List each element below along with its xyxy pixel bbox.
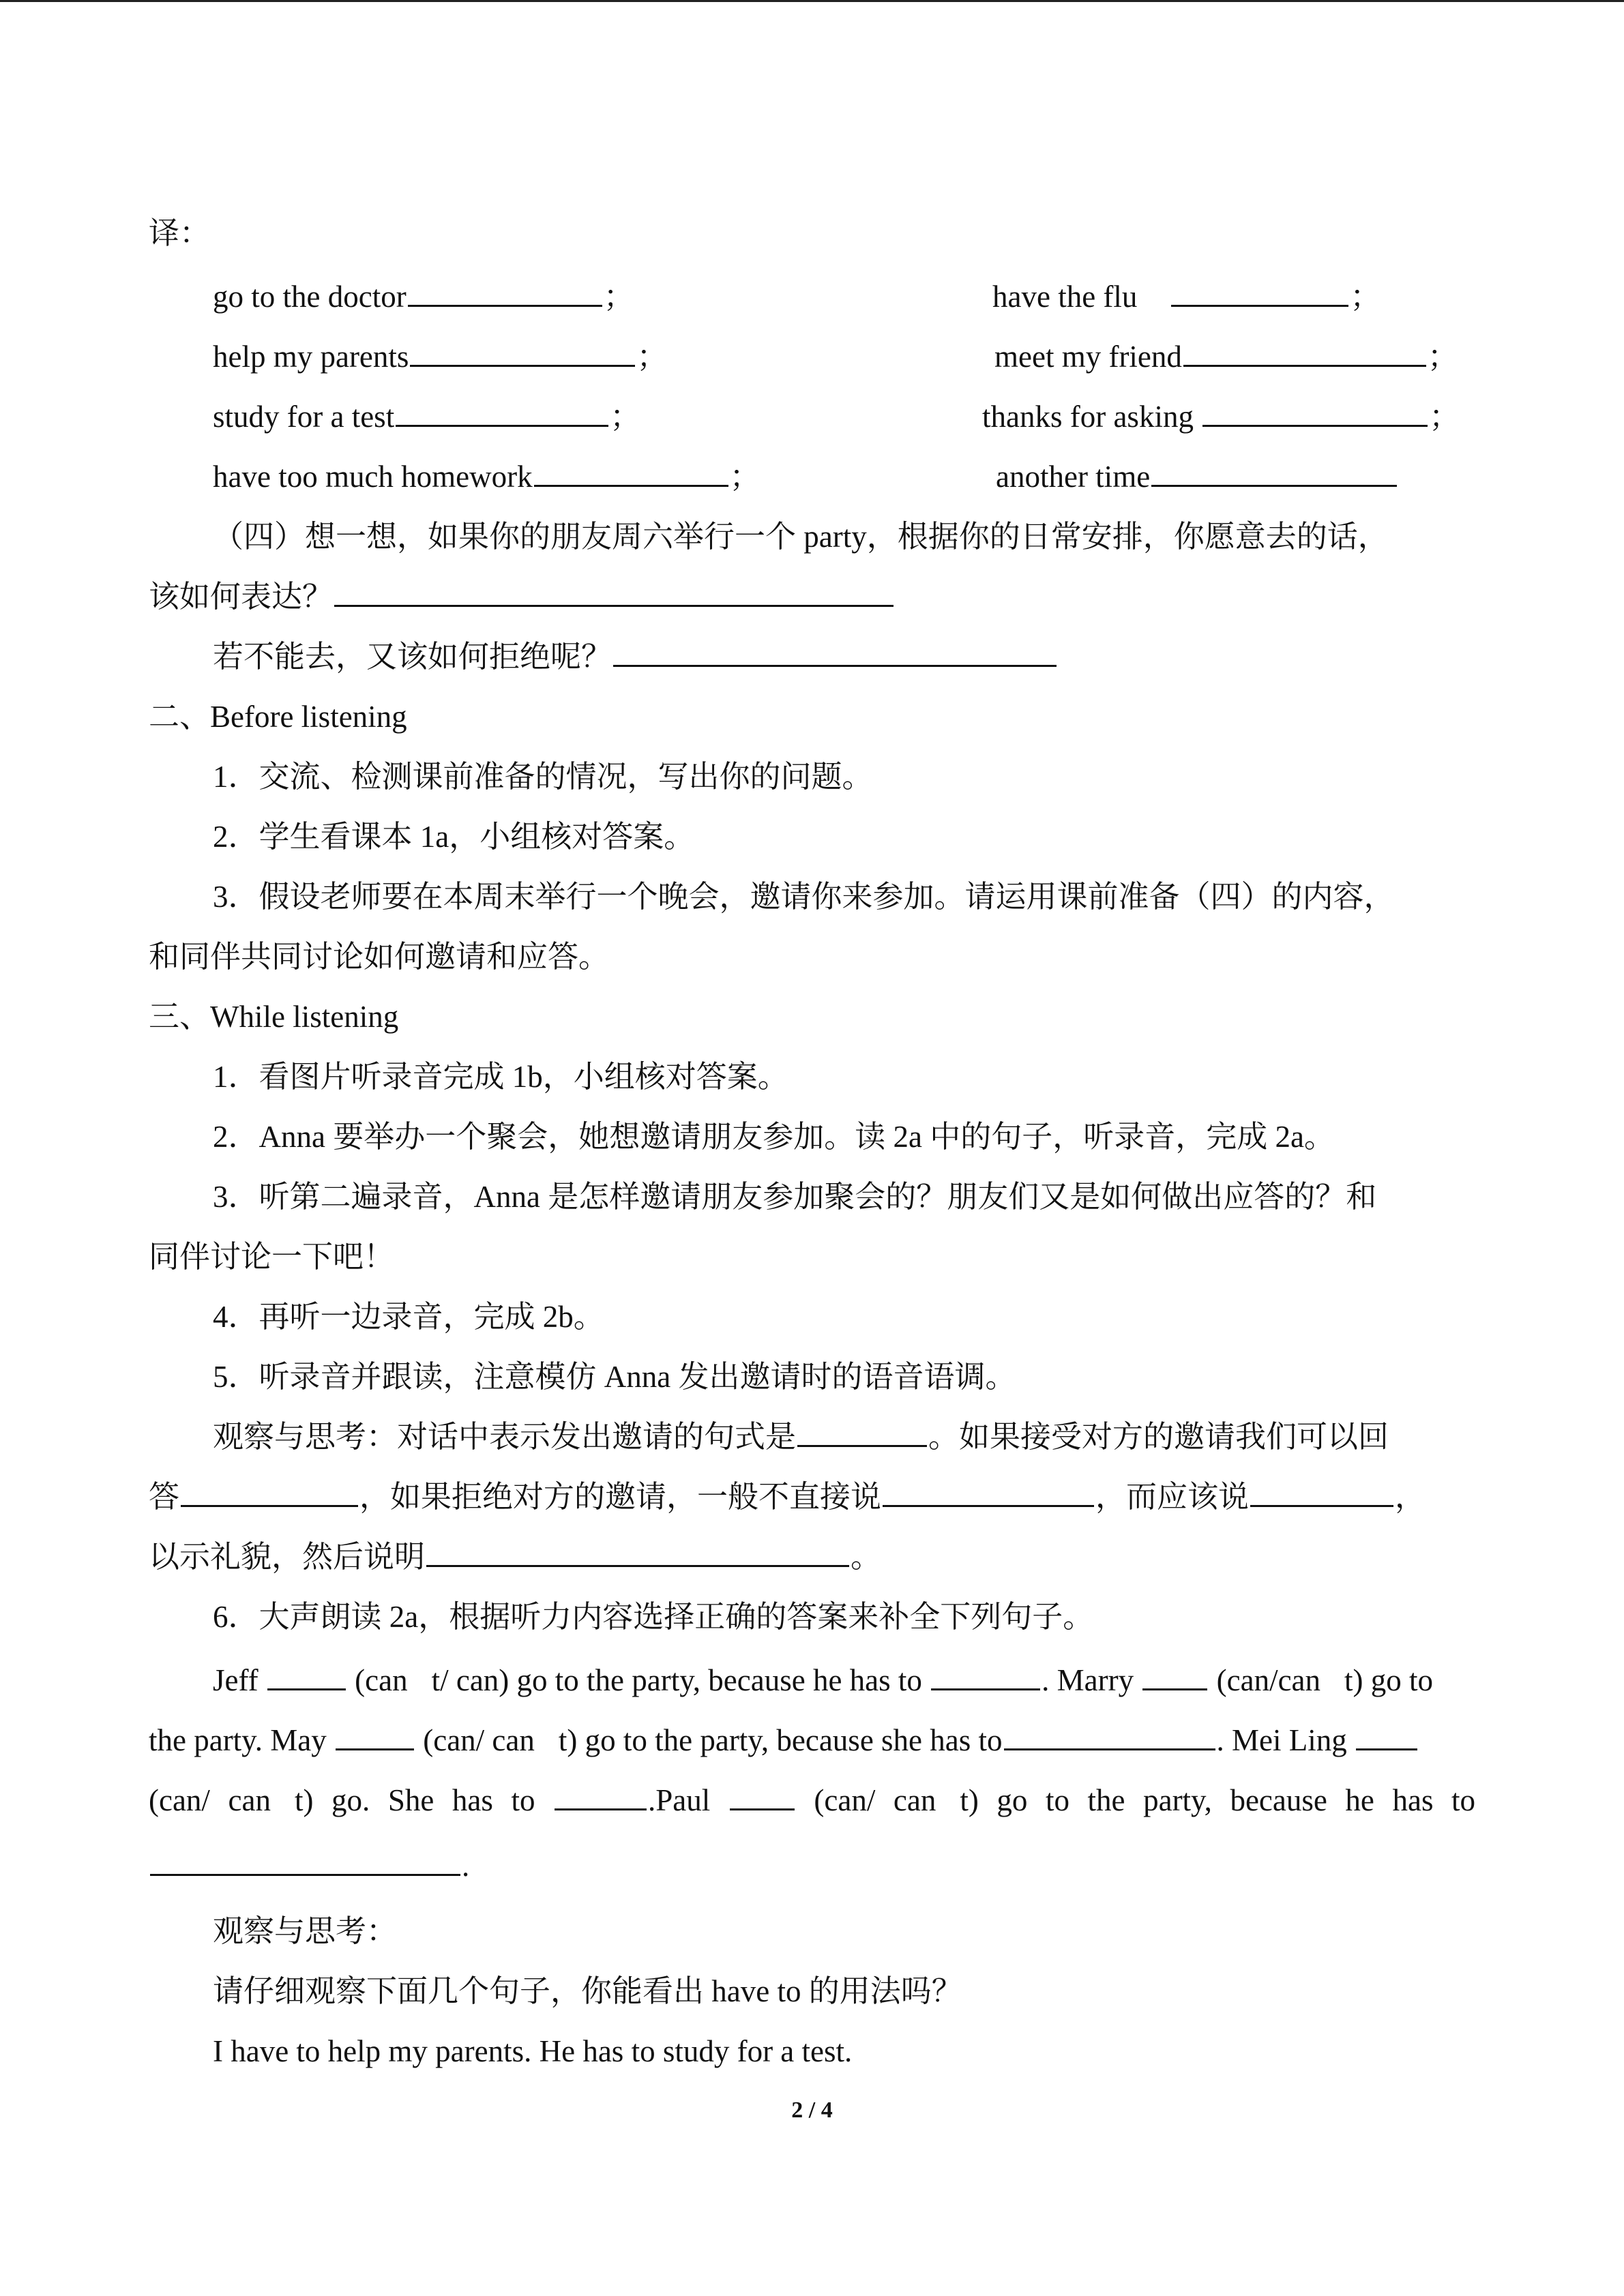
example-sentence: I have to help my parents. He has to study for a test. bbox=[213, 2034, 853, 2068]
answer-blank[interactable] bbox=[336, 1721, 414, 1750]
answer-blank[interactable] bbox=[931, 1661, 1040, 1690]
answer-blank[interactable] bbox=[1142, 1661, 1207, 1690]
answer-blank[interactable] bbox=[1250, 1478, 1393, 1507]
answer-blank[interactable] bbox=[534, 458, 728, 487]
vocab-item: another time bbox=[996, 458, 1398, 496]
list-item: 3．听第二遍录音，Anna 是怎样邀请朋友参加聚会的？朋友们又是如何做出应答的？和 bbox=[213, 1180, 1377, 1214]
answer-blank[interactable] bbox=[1171, 278, 1348, 307]
answer-blank[interactable] bbox=[426, 1538, 849, 1567]
answer-blank[interactable] bbox=[1151, 458, 1397, 487]
list-item: 同伴讨论一下吧！ bbox=[149, 1240, 395, 1274]
fill-line: Jeff (can t/ can) go to the party, because he has to . Marry (can/can t) go to bbox=[213, 1661, 1433, 1699]
part4-line: （四）想一想，如果你的朋友周六举行一个 party，根据你的日常安排，你愿意去的话， bbox=[213, 520, 1389, 554]
answer-blank[interactable] bbox=[410, 338, 635, 367]
answer-blank[interactable] bbox=[1004, 1721, 1215, 1750]
answer-blank[interactable] bbox=[1183, 338, 1426, 367]
top-border bbox=[0, 0, 1624, 2]
vocab-item: study for a test ； bbox=[213, 398, 640, 436]
answer-blank[interactable] bbox=[883, 1478, 1094, 1507]
list-item: 4．再听一边录音，完成 2b。 bbox=[213, 1300, 604, 1334]
vocab-item: help my parents ； bbox=[213, 338, 667, 376]
answer-blank[interactable] bbox=[396, 398, 608, 427]
answer-blank[interactable] bbox=[181, 1478, 358, 1507]
answer-blank[interactable] bbox=[408, 278, 602, 307]
list-item: 1．看图片听录音完成 1b，小组核对答案。 bbox=[213, 1060, 788, 1094]
list-item: 2．学生看课本 1a，小组核对答案。 bbox=[213, 820, 695, 854]
fill-line: . bbox=[149, 1847, 469, 1885]
answer-blank[interactable] bbox=[1202, 398, 1428, 427]
list-item: 1．交流、检测课前准备的情况，写出你的问题。 bbox=[213, 760, 873, 794]
fill-line: (can/ can t) go. She has to .Paul (can/ can t) go to the party, because he has to bbox=[149, 1781, 1475, 1819]
vocab-item: have the flu ； bbox=[992, 278, 1381, 316]
translate-heading: 译： bbox=[149, 216, 211, 250]
list-item: 6．大声朗读 2a，根据听力内容选择正确的答案来补全下列句子。 bbox=[213, 1600, 1094, 1634]
answer-blank[interactable] bbox=[797, 1418, 927, 1447]
answer-blank[interactable] bbox=[555, 1781, 647, 1810]
vocab-item: have too much homework ； bbox=[213, 458, 761, 496]
list-item: 3．假设老师要在本周末举行一个晚会，邀请你来参加。请运用课前准备（四）的内容， bbox=[213, 880, 1395, 914]
answer-blank[interactable] bbox=[1356, 1721, 1417, 1750]
fill-line: the party. May (can/ can t) go to the party, because she has to . Mei Ling bbox=[149, 1721, 1419, 1759]
vocab-item: meet my friend ； bbox=[994, 338, 1458, 376]
answer-blank[interactable] bbox=[334, 578, 894, 607]
list-item: 2．Anna 要举办一个聚会，她想邀请朋友参加。读 2a 中的句子，听录音，完成 2a。 bbox=[213, 1120, 1335, 1154]
answer-blank[interactable] bbox=[613, 638, 1057, 667]
list-item: 5．听录音并跟读，注意模仿 Anna 发出邀请时的语音语调。 bbox=[213, 1360, 1016, 1394]
answer-blank[interactable] bbox=[267, 1661, 346, 1690]
observe-line: 答 ，如果拒绝对方的邀请，一般不直接说 ，而应该说 ， bbox=[149, 1478, 1426, 1516]
observe-line: 以示礼貌，然后说明 。 bbox=[149, 1538, 881, 1576]
section-heading: 二、Before listening bbox=[149, 700, 407, 734]
answer-blank[interactable] bbox=[730, 1781, 795, 1810]
page-number: 2 / 4 bbox=[791, 2098, 833, 2123]
list-item: 和同伴共同讨论如何邀请和应答。 bbox=[149, 940, 610, 974]
part4-line: 若不能去，又该如何拒绝呢？ bbox=[213, 638, 1058, 676]
observe-heading: 观察与思考： bbox=[213, 1914, 398, 1948]
section-heading: 三、While listening bbox=[149, 1000, 399, 1034]
part4-line: 该如何表达？ bbox=[149, 578, 895, 616]
vocab-item: thanks for asking ； bbox=[982, 398, 1460, 436]
vocab-item: go to the doctor ； bbox=[213, 278, 634, 316]
answer-blank[interactable] bbox=[150, 1847, 460, 1876]
observe-line: 观察与思考：对话中表示发出邀请的句式是 。如果接受对方的邀请我们可以回 bbox=[213, 1418, 1389, 1456]
observe-question: 请仔细观察下面几个句子，你能看出 have to 的用法吗？ bbox=[213, 1974, 962, 2008]
